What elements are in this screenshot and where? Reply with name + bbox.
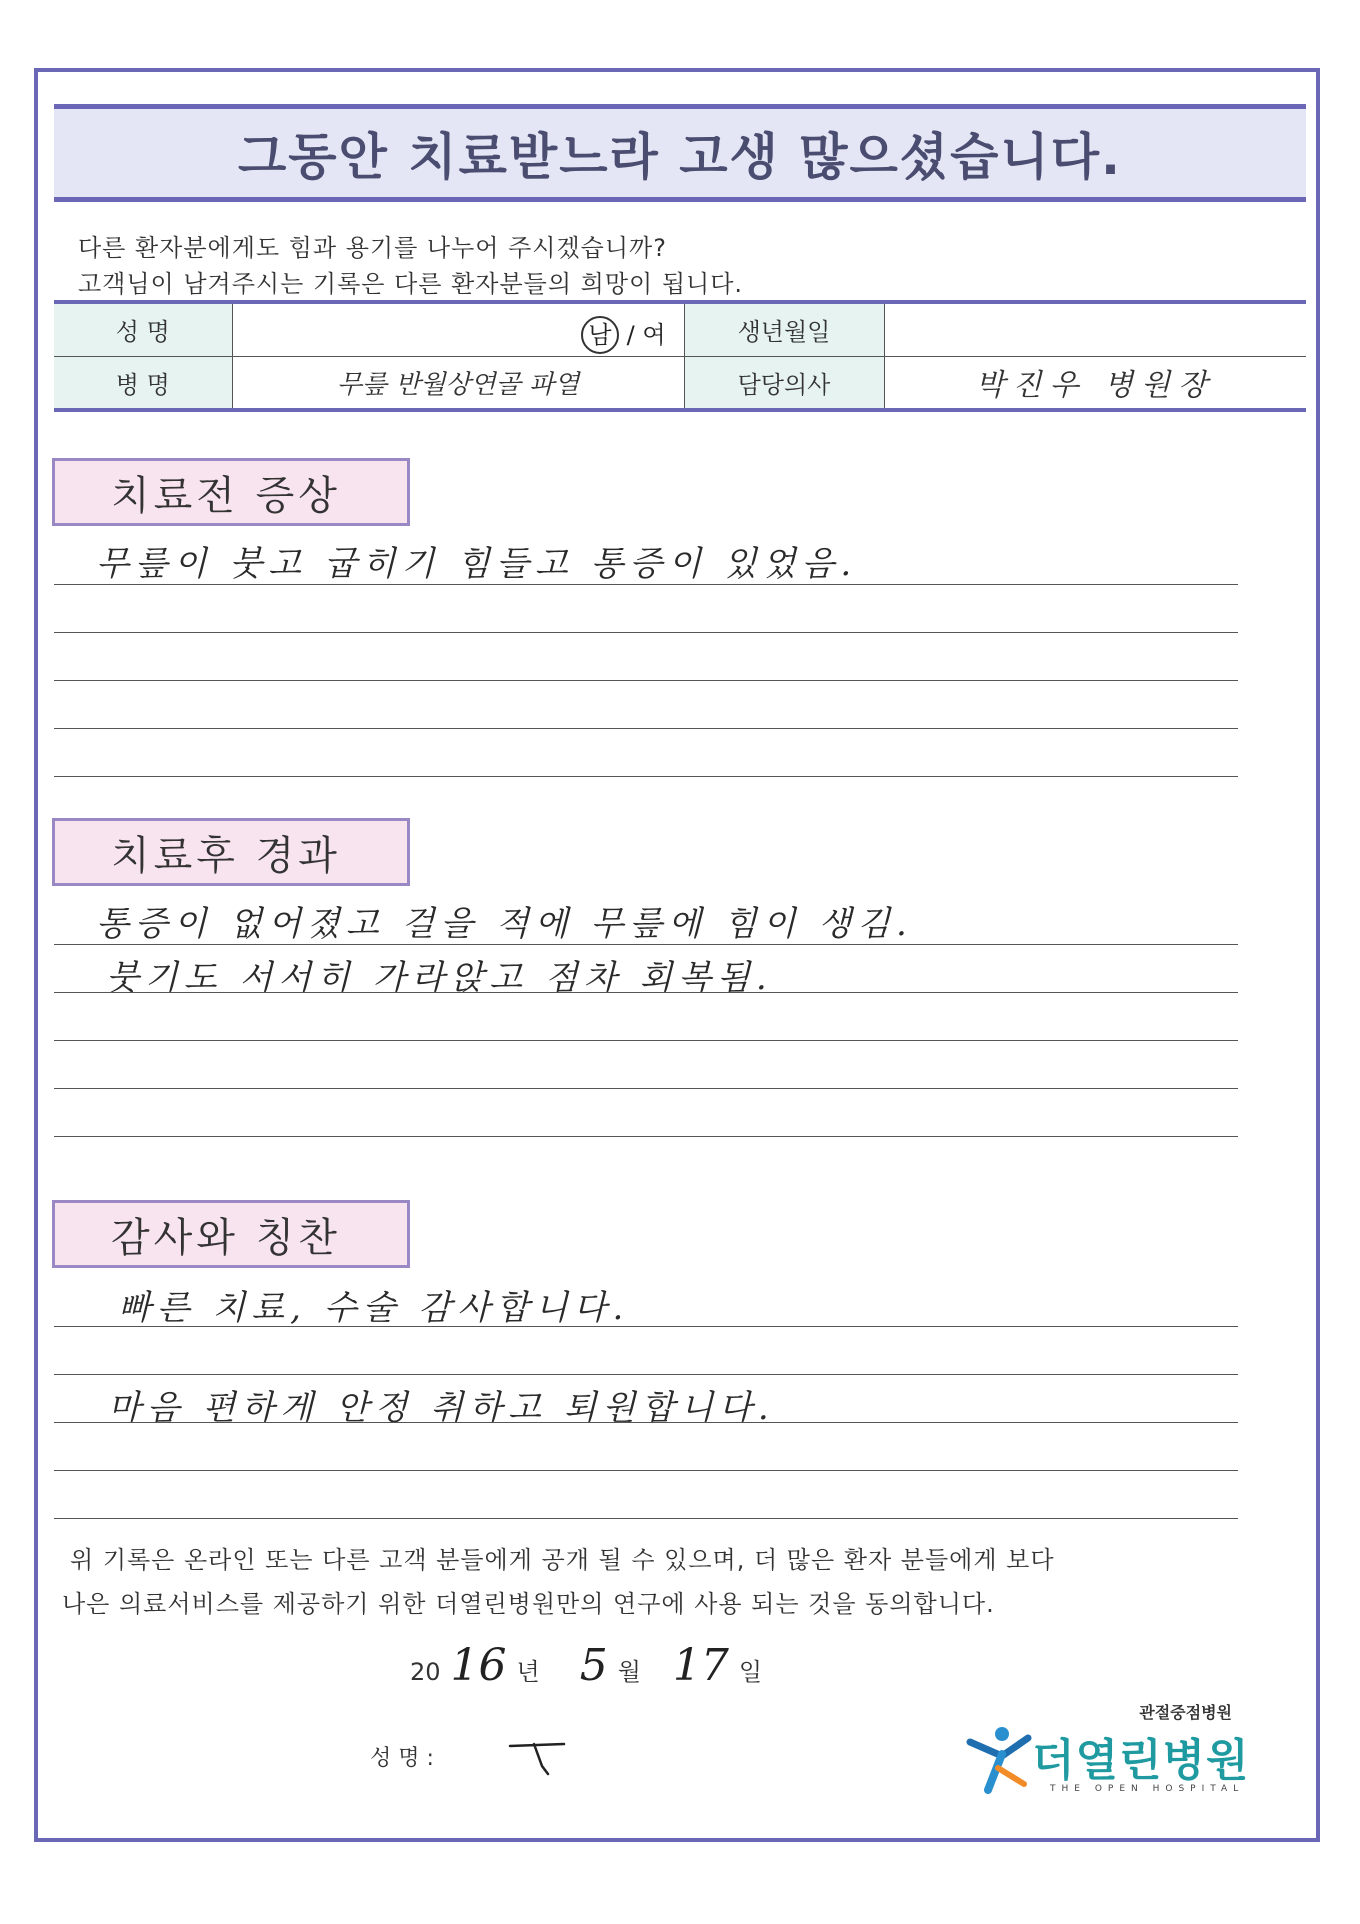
writing-rule bbox=[54, 632, 1238, 633]
consent-line-1: 위 기록은 온라인 또는 다른 고객 분들에게 공개 될 수 있으며, 더 많은 환자 분들에게 보다 bbox=[70, 1546, 1055, 1574]
section-title: 치료후 경과 bbox=[111, 832, 341, 879]
date-year: 16 bbox=[450, 1640, 507, 1691]
writing-rule bbox=[54, 1374, 1238, 1375]
writing-rule bbox=[54, 944, 1238, 945]
title-banner bbox=[54, 104, 1306, 202]
writing-rule bbox=[54, 728, 1238, 729]
intro-line-2: 고객님이 남겨주시는 기록은 다른 환자분들의 희망이 됩니다. bbox=[78, 270, 744, 298]
dob-value bbox=[884, 302, 1306, 356]
handwritten-line: 마음 편하게 안정 취하고 퇴원합니다. bbox=[108, 1388, 775, 1428]
gender-separator: / bbox=[626, 321, 635, 349]
signature-label: 성 명 : bbox=[370, 1745, 434, 1771]
logo-subtitle: 관절중점병원 bbox=[1139, 1703, 1232, 1722]
section-before-treatment bbox=[52, 458, 410, 526]
date-prefix: 20 bbox=[410, 1658, 441, 1686]
name-label: 성 명 bbox=[54, 302, 232, 356]
writing-rule bbox=[54, 1326, 1238, 1327]
handwritten-line: 붓기도 서서히 가라앉고 점차 회복됨. bbox=[106, 958, 773, 998]
date-day-label: 일 bbox=[738, 1658, 763, 1686]
doctor-label: 담당의사 bbox=[684, 356, 884, 410]
date-month-label: 월 bbox=[617, 1658, 641, 1686]
section-title: 치료전 증상 bbox=[111, 472, 341, 519]
patient-info-table bbox=[54, 300, 1306, 412]
gender-male-circled: 남 bbox=[581, 316, 619, 354]
logo-name: 더열린병원 bbox=[1032, 1735, 1250, 1786]
handwritten-line: 빠른 치료, 수술 감사합니다. bbox=[118, 1288, 630, 1328]
hospital-logo bbox=[962, 1700, 1252, 1810]
dob-label: 생년월일 bbox=[684, 302, 884, 356]
consent-line-2: 나은 의료서비스를 제공하기 위한 더열린병원만의 연구에 사용 되는 것을 동의합니다. bbox=[62, 1590, 995, 1618]
disease-value: 무릎 반월상연골 파열 bbox=[232, 356, 684, 410]
section-thanks bbox=[52, 1200, 410, 1268]
writing-rule bbox=[54, 584, 1238, 585]
gender-selector bbox=[581, 315, 666, 354]
writing-rule bbox=[54, 1422, 1238, 1423]
date-month: 5 bbox=[579, 1640, 608, 1691]
date-year-label: 년 bbox=[516, 1658, 540, 1686]
page-title: 그동안 치료받느라 고생 많으셨습니다. bbox=[237, 128, 1122, 186]
disease-label: 병 명 bbox=[54, 356, 232, 410]
writing-rule bbox=[54, 1040, 1238, 1041]
signature-mark bbox=[504, 1736, 574, 1776]
signature-row bbox=[370, 1736, 574, 1776]
writing-rule bbox=[54, 776, 1238, 777]
writing-rule bbox=[54, 1518, 1238, 1519]
signature-date bbox=[410, 1640, 762, 1691]
writing-rule bbox=[54, 992, 1238, 993]
logo-figure-icon bbox=[962, 1724, 1034, 1794]
writing-rule bbox=[54, 1136, 1238, 1137]
handwritten-line: 통증이 없어졌고 걸을 적에 무릎에 힘이 생김. bbox=[96, 904, 913, 944]
intro-line-1: 다른 환자분에게도 힘과 용기를 나누어 주시겠습니까? bbox=[78, 234, 667, 262]
name-cell bbox=[232, 302, 684, 356]
section-after-treatment bbox=[52, 818, 410, 886]
section-title: 감사와 칭찬 bbox=[111, 1214, 341, 1261]
writing-rule bbox=[54, 1088, 1238, 1089]
logo-english: THE OPEN HOSPITAL bbox=[1050, 1784, 1245, 1794]
writing-rule bbox=[54, 1470, 1238, 1471]
writing-rule bbox=[54, 680, 1238, 681]
handwritten-line: 무릎이 붓고 굽히기 힘들고 통증이 있었음. bbox=[96, 544, 858, 584]
date-day: 17 bbox=[672, 1640, 729, 1691]
doctor-value: 박진우 병원장 bbox=[884, 356, 1306, 410]
gender-female: 여 bbox=[642, 321, 666, 349]
